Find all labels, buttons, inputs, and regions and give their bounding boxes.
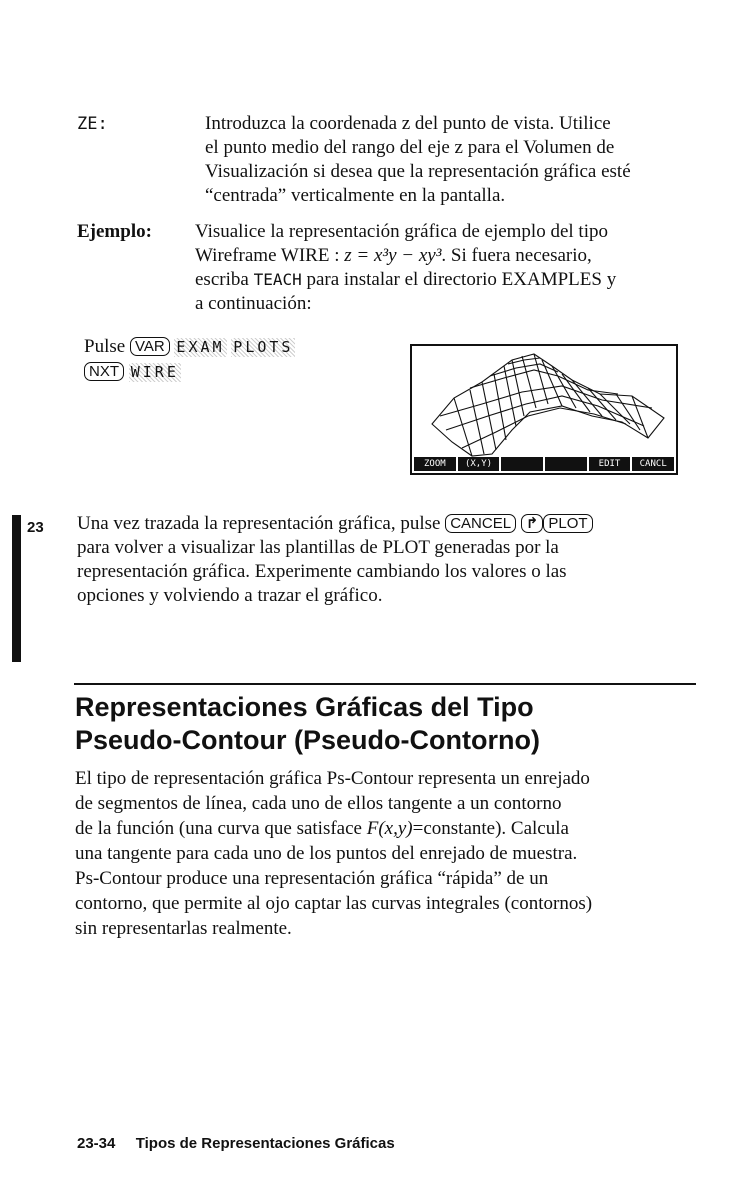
exam-softkey[interactable]: EXAM (176, 338, 225, 356)
right-shift-key[interactable]: ↱ (521, 514, 544, 533)
example-line-2-end: . Si fuera necesario, (441, 245, 592, 266)
calculator-screen (410, 344, 678, 475)
example-line-3 (195, 268, 725, 292)
example-line-2-start: Wireframe WIRE : (195, 245, 345, 266)
pscontour-line-4: una tangente para cada uno de los puntos del enrejado de muestra. (75, 843, 578, 864)
pscontour-line-6: contorno, que permite al ojo captar las curvas integrales (contornos) (75, 893, 593, 914)
footer-title: Tipos de Representaciones Gráficas (135, 1135, 395, 1152)
ze-line-1: Introduzca la coordenada z del punto de vista. Utilice (205, 113, 611, 134)
replot-line-4: opciones y volviendo a trazar el gráfico. (77, 585, 383, 606)
wireframe-plot (412, 346, 676, 458)
calc-menu-edit[interactable]: EDIT (589, 457, 633, 471)
example-line-1: Visualice la representación gráfica de ejemplo del tipo (195, 221, 608, 242)
section-heading-line-2: Pseudo-Contour (Pseudo-Contorno) (75, 725, 540, 755)
plots-softkey[interactable]: PLOTS (233, 338, 294, 356)
example-label: Ejemplo: (77, 221, 152, 242)
page-footer (77, 1135, 395, 1152)
example-line-4: a continuación: (195, 293, 312, 314)
example-formula: z = x³y − xy³ (344, 245, 442, 266)
example-description (195, 220, 725, 316)
calc-menu-blank-2[interactable] (545, 457, 589, 471)
pscontour-line-3-start: de la función (una curva que satisface (75, 818, 367, 839)
pscontour-line-5: Ps-Contour produce una representación gráfica “rápida” de un (75, 868, 549, 889)
ze-label: ZE: (77, 114, 108, 134)
ze-description (205, 112, 725, 208)
replot-line-1 (77, 512, 727, 536)
calc-menu-blank-1[interactable] (501, 457, 545, 471)
section-rule (74, 683, 696, 685)
replot-line-1-text: Una vez trazada la representación gráfica, pulse (77, 513, 441, 534)
pscontour-line-2: de segmentos de línea, cada uno de ellos tangente a un contorno (75, 793, 562, 814)
ze-line-2: el punto medio del rango del eje z para el Volumen de (205, 137, 615, 158)
page-number: 23-34 (77, 1135, 116, 1152)
ze-line-3: Visualización si desea que la representación gráfica esté (205, 161, 631, 182)
example-line-2 (195, 244, 725, 268)
calc-menu-cancl[interactable]: CANCL (639, 459, 667, 469)
pscontour-line-3 (75, 816, 735, 841)
pulse-label: Pulse (84, 336, 126, 357)
key-sequence-line-2 (84, 359, 295, 384)
chapter-bar (12, 515, 21, 662)
teach-command: TEACH (253, 270, 302, 289)
wire-softkey[interactable]: WIRE (130, 363, 179, 381)
calc-menu-xy[interactable]: (X,Y) (458, 457, 502, 471)
nxt-key[interactable]: NXT (84, 362, 124, 381)
example-line-3-start: escriba (195, 269, 254, 290)
pscontour-line-1: El tipo de representación gráfica Ps-Contour representa un enrejado (75, 768, 590, 789)
replot-line-2: para volver a visualizar las plantillas de PLOT generadas por la (77, 537, 559, 558)
example-line-3-end: para instalar el directorio EXAMPLES y (301, 269, 617, 290)
paragraph-replot (77, 512, 727, 608)
key-sequence-line-1 (84, 334, 295, 359)
paragraph-pscontour (75, 766, 735, 941)
calc-menu-zoom[interactable]: ZOOM (414, 457, 458, 471)
pscontour-line-7: sin representarlas realmente. (75, 918, 292, 939)
section-heading (75, 691, 715, 757)
chapter-number: 23 (27, 519, 44, 536)
function-formula: F(x,y) (366, 818, 413, 839)
ze-line-4: “centrada” verticalmente en la pantalla. (205, 185, 506, 206)
section-heading-line-1: Representaciones Gráficas del Tipo (75, 692, 534, 722)
calc-menu-bar (414, 457, 674, 471)
key-sequence (84, 334, 295, 384)
pscontour-line-3-end: =constante). Calcula (412, 818, 569, 839)
plot-key[interactable]: PLOT (543, 514, 592, 533)
replot-line-3: representación gráfica. Experimente cambiando los valores o las (77, 561, 567, 582)
var-key[interactable]: VAR (130, 337, 170, 356)
cancel-key[interactable]: CANCEL (445, 514, 516, 533)
